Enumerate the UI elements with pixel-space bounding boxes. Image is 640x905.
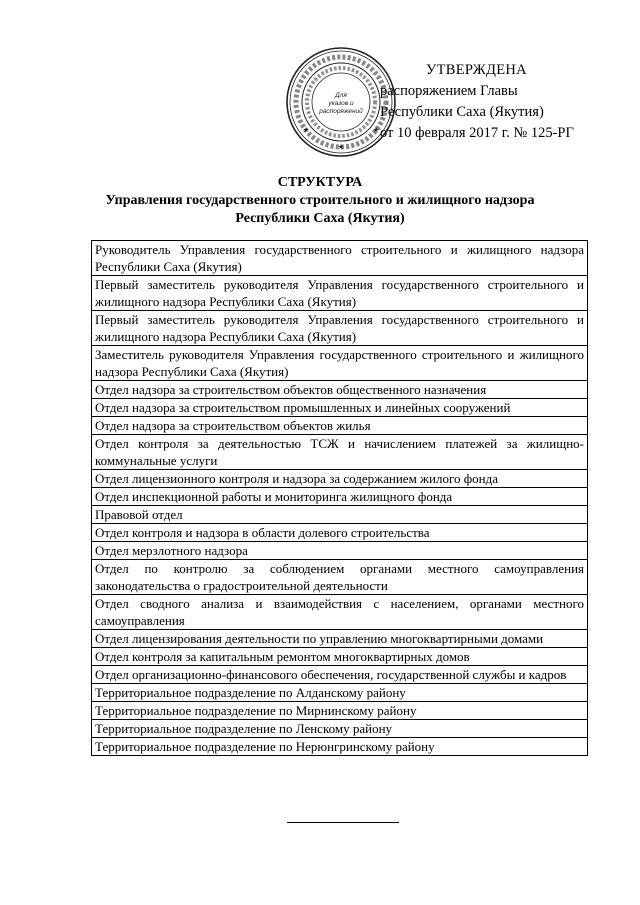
structure-unit-cell: Отдел лицензирования деятельности по управлению многоквартирными домами bbox=[92, 630, 588, 648]
approval-line-2: Республики Саха (Якутия) bbox=[380, 104, 544, 120]
seal-center-text-1: Для bbox=[335, 92, 347, 99]
table-row bbox=[92, 666, 588, 684]
table-row bbox=[92, 648, 588, 666]
structure-unit-cell: Первый заместитель руководителя Управления государственного строительного и жилищного надзора Республики Саха (Якутия) bbox=[92, 311, 588, 346]
table-row bbox=[92, 738, 588, 756]
structure-unit-cell: Руководитель Управления государственного строительного и жилищного надзора Республики Саха (Якутия) bbox=[92, 241, 588, 276]
approval-title: УТВЕРЖДЕНА bbox=[426, 62, 527, 78]
svg-text:★: ★ bbox=[302, 126, 310, 134]
structure-unit-cell: Территориальное подразделение по Мирнинскому району bbox=[92, 702, 588, 720]
structure-unit-cell: Отдел сводного анализа и взаимодействия с населением, органами местного самоуправления bbox=[92, 595, 588, 630]
approval-line-1: распоряжением Главы bbox=[380, 83, 518, 99]
structure-unit-cell: Отдел по контролю за соблюдением органами местного самоуправления законодательства о градостроительной деятельности bbox=[92, 560, 588, 595]
document-subtitle-1: Управления государственного строительного и жилищного надзора bbox=[105, 193, 535, 208]
svg-text:★: ★ bbox=[372, 126, 380, 134]
table-row bbox=[92, 311, 588, 346]
structure-unit-cell: Правовой отдел bbox=[92, 506, 588, 524]
approval-block bbox=[380, 60, 600, 144]
structure-unit-cell: Отдел контроля и надзора в области долевого строительства bbox=[92, 524, 588, 542]
structure-table bbox=[91, 240, 588, 756]
structure-unit-cell: Территориальное подразделение по Ленскому району bbox=[92, 720, 588, 738]
table-row bbox=[92, 630, 588, 648]
table-row bbox=[92, 435, 588, 470]
structure-unit-cell: Отдел контроля за деятельностью ТСЖ и начислением платежей за жилищно-коммунальные услуги bbox=[92, 435, 588, 470]
structure-unit-cell: Отдел инспекционной работы и мониторинга жилищного фонда bbox=[92, 488, 588, 506]
seal-center-text-2: указов и bbox=[328, 100, 354, 107]
document-heading bbox=[60, 174, 580, 228]
approval-line-3: от 10 февраля 2017 г. № 125-РГ bbox=[380, 125, 574, 141]
table-row bbox=[92, 560, 588, 595]
structure-unit-cell: Отдел лицензионного контроля и надзора за содержанием жилого фонда bbox=[92, 470, 588, 488]
document-title: СТРУКТУРА bbox=[277, 175, 363, 190]
structure-unit-cell: Территориальное подразделение по Нерюнгринскому району bbox=[92, 738, 588, 756]
structure-unit-cell: Отдел надзора за строительством объектов жилья bbox=[92, 417, 588, 435]
table-row bbox=[92, 542, 588, 560]
structure-unit-cell: Заместитель руководителя Управления государственного строительного и жилищного надзора Республики Саха (Якутия) bbox=[92, 346, 588, 381]
structure-unit-cell: Отдел мерзлотного надзора bbox=[92, 542, 588, 560]
table-row bbox=[92, 381, 588, 399]
table-row bbox=[92, 276, 588, 311]
official-seal bbox=[285, 46, 397, 158]
table-row bbox=[92, 684, 588, 702]
table-row bbox=[92, 399, 588, 417]
structure-unit-cell: Отдел организационно-финансового обеспечения, государственной службы и кадров bbox=[92, 666, 588, 684]
structure-unit-cell: Отдел надзора за строительством объектов общественного назначения bbox=[92, 381, 588, 399]
table-row bbox=[92, 417, 588, 435]
table-row bbox=[92, 524, 588, 542]
structure-unit-cell: Территориальное подразделение по Алданскому району bbox=[92, 684, 588, 702]
end-divider bbox=[287, 822, 399, 823]
structure-unit-cell: Отдел надзора за строительством промышленных и линейных сооружений bbox=[92, 399, 588, 417]
table-row bbox=[92, 241, 588, 276]
table-row bbox=[92, 470, 588, 488]
table-row bbox=[92, 720, 588, 738]
table-row bbox=[92, 595, 588, 630]
document-subtitle-2: Республики Саха (Якутия) bbox=[235, 211, 405, 226]
table-row bbox=[92, 488, 588, 506]
structure-unit-cell: Отдел контроля за капитальным ремонтом многоквартирных домов bbox=[92, 648, 588, 666]
table-row bbox=[92, 506, 588, 524]
svg-text:★: ★ bbox=[337, 143, 345, 151]
seal-center-text-3: распоряжений bbox=[319, 108, 363, 115]
table-row bbox=[92, 346, 588, 381]
structure-unit-cell: Первый заместитель руководителя Управления государственного строительного и жилищного надзора Республики Саха (Якутия) bbox=[92, 276, 588, 311]
structure-table-body bbox=[92, 241, 588, 756]
table-row bbox=[92, 702, 588, 720]
